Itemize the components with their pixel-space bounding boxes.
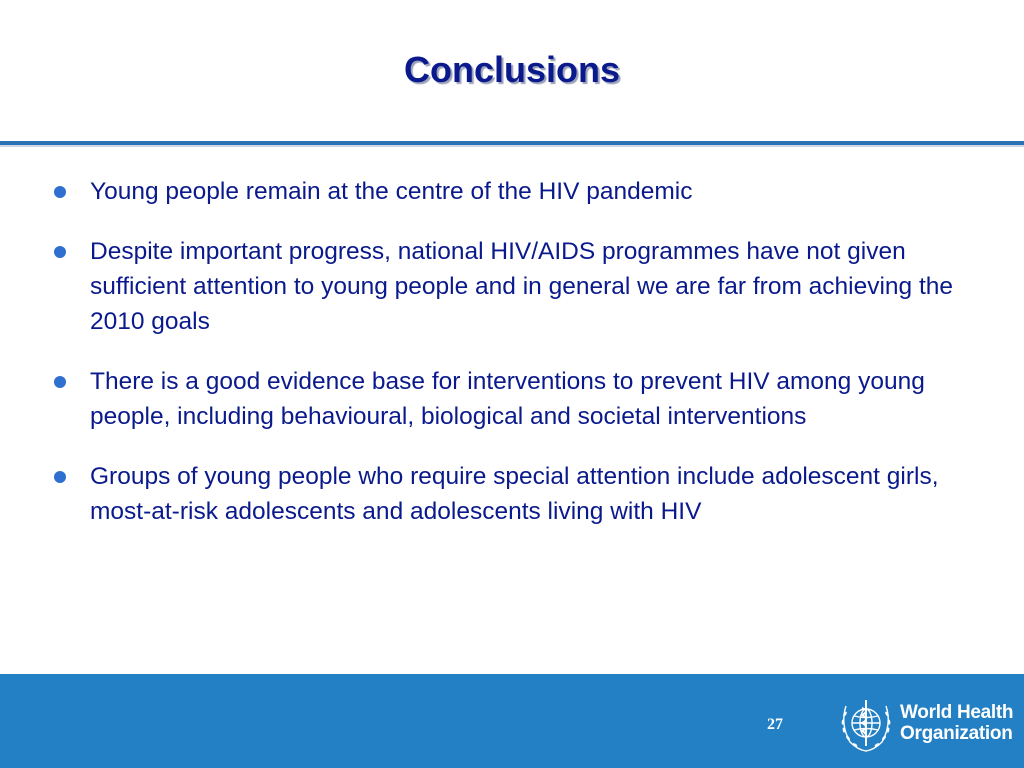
bullet-dot-icon <box>54 471 66 483</box>
slide-title: Conclusions <box>403 49 621 90</box>
org-name-line-1: World Health <box>900 702 1014 723</box>
bullet-item <box>52 459 982 529</box>
organization-name <box>900 702 1018 744</box>
bullet-text: There is a good evidence base for interventions to prevent HIV among young people, including behavioural, biological and societal interventions <box>90 368 925 430</box>
who-emblem-icon <box>836 694 896 756</box>
page-number: 27 <box>767 716 783 733</box>
bullet-text: Groups of young people who require special attention include adolescent girls, most-at-risk adolescents and adolescents living with HIV <box>90 463 939 525</box>
bullet-item <box>52 364 982 434</box>
bullet-dot-icon <box>54 186 66 198</box>
footer-bar <box>0 674 1024 768</box>
bullet-item <box>52 174 982 209</box>
bullet-dot-icon <box>54 376 66 388</box>
bullet-list <box>52 174 982 554</box>
bullet-item <box>52 234 982 339</box>
bullet-dot-icon <box>54 246 66 258</box>
bullet-text: Young people remain at the centre of the HIV pandemic <box>90 178 693 205</box>
title-divider <box>0 141 1024 145</box>
who-logo <box>836 694 1016 756</box>
org-name-line-2: Organization <box>900 723 1013 744</box>
bullet-text: Despite important progress, national HIV/AIDS programmes have not given sufficient attention to young people and in general we are far from achieving the 2010 goals <box>90 238 954 335</box>
